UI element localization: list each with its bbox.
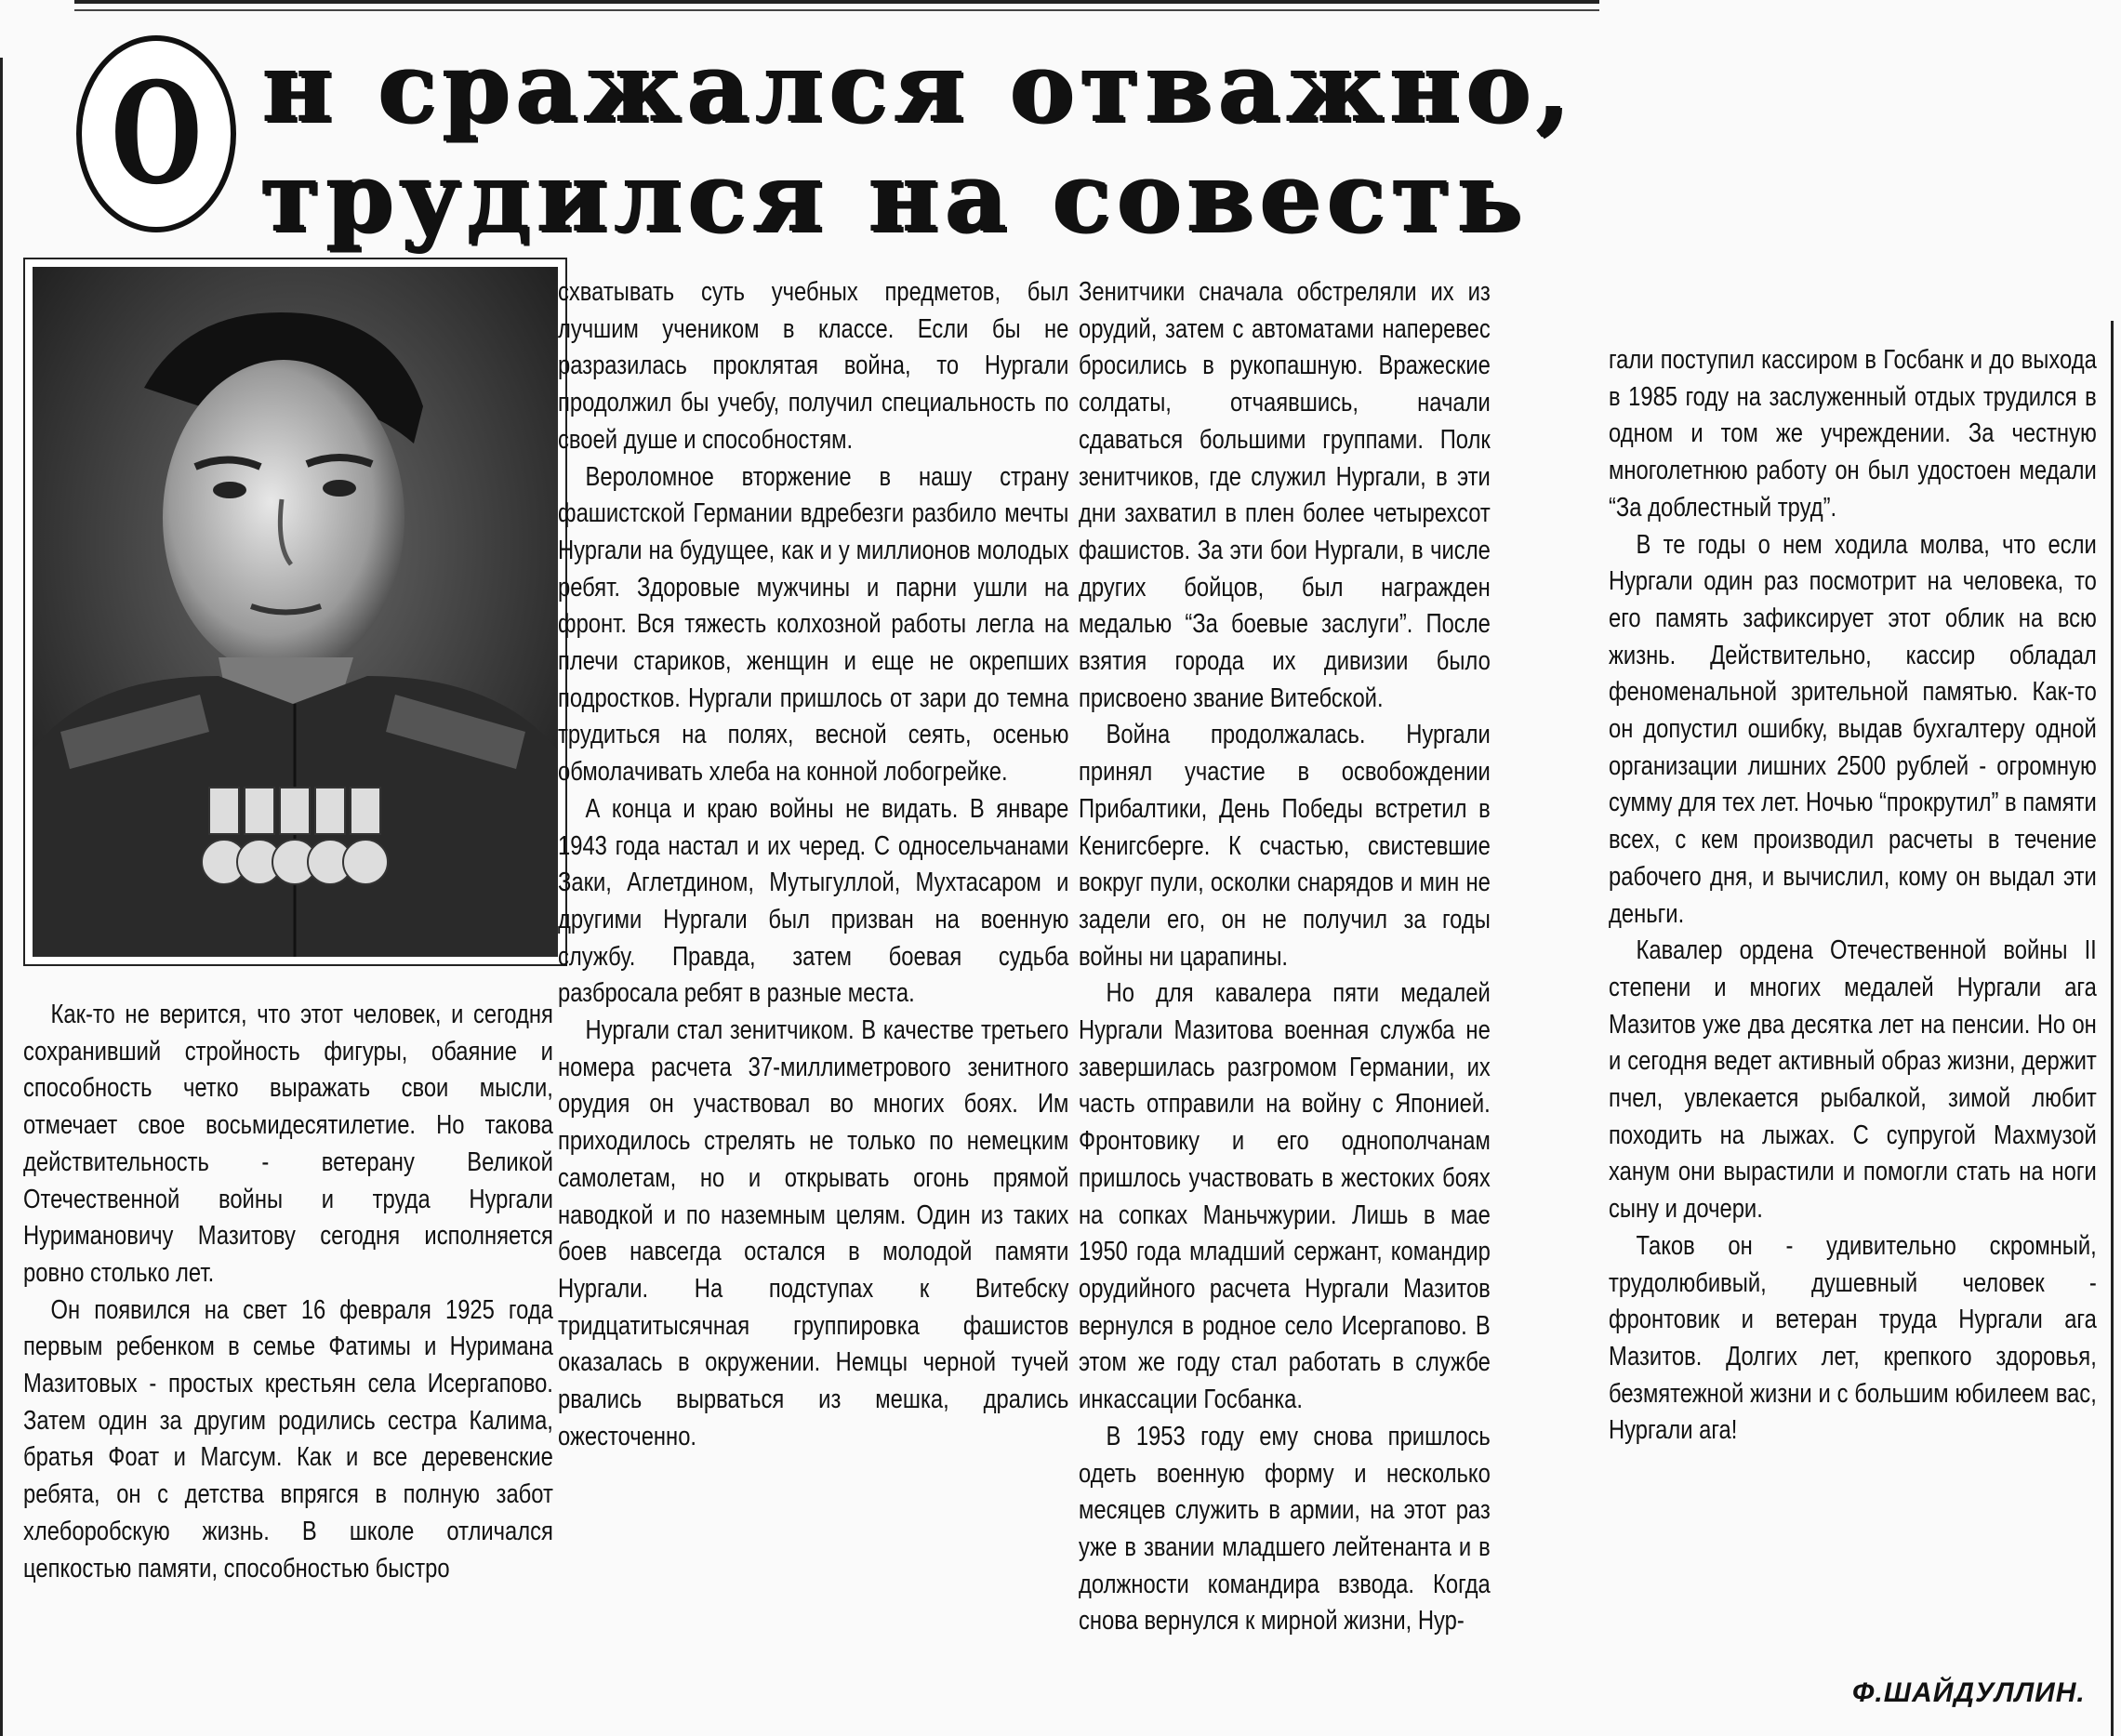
paragraph: А конца и краю войны не видать. В январе 1943 года настал и их черед. С односельчанами Заки, Аглетдином, Мутыгуллой, Мухтасаром и другими Нургали был призван на военную службу. Правда, затем боевая судьба разбросала ребят в разные места. [558,793,1069,1009]
frame-top-rule-thin [74,9,1599,11]
text-column-3 [1079,274,1491,1640]
paragraph: В 1953 году ему снова пришлось одеть военную форму и несколько месяцев служить в армии, на этот раз уже в звании младшего лейтенанта и в должности командира взвода. Когда снова вернулся к мирной жизни, Нур- [1079,1421,1491,1637]
frame-right-rule [2111,321,2114,1736]
paragraph: Но для кавалера пяти медалей Нургали Мазитова военная служба не завершилась разгромом Германии, их часть отправили на войну с Японией. Фронтовику и его однополчанам пришлось участвовать в жестоких боях на сопках Маньчжурии. Лишь в мае 1950 года младший сержант, командир орудийного расчета Нургали Мазитов вернулся в родное село Исергапово. В этом же году стал работать в службе инкассации Госбанка. [1079,978,1491,1415]
headline-line-2: трудился на совесть [260,139,1529,254]
text-column-4 [1609,342,2097,1450]
paragraph: Он появился на свет 16 февраля 1925 года первым ребенком в семье Фатимы и Нуримана Мазитовых - простых крестьян села Исергапово. Затем один за другим родились сестра Калима, братья Фоат и Магсум. Как и все деревенские ребята, он с детства впрягся в полную забот хлеборобскую жизнь. В школе отличался цепкостью памяти, способностью быстро [23,1294,553,1584]
paragraph: Война продолжалась. Нургали принял участие в освобождении Прибалтики, День Победы встретил в Кенигсберге. К счастью, свистевшие вокруг пули, осколки снарядов и мин не задели его, он не получил за годы войны ни царапины. [1079,720,1491,972]
paragraph: гали поступил кассиром в Госбанк и до выхода в 1985 году на заслуженный отдых трудился в одном и том же учреждении. За честную многолетнюю работу он был удостоен медали “За доблестный труд”. [1609,345,2097,523]
paragraph: В те годы о нем ходила молва, что если Нургали один раз посмотрит на человека, то его память зафиксирует этот облик на всю жизнь. Действительно, кассир обладал феноменальной зрительной памятью. Как-то он допустил ошибку, выдав бухгалтеру одной организации лишних 2500 рублей - огромную сумму для тех лет. Ночью “прокрутил” в памяти всех, с кем производил расчеты в течение рабочего дня, и вычислил, кому он выдал эти деньги. [1609,529,2097,929]
paragraph: схватывать суть учебных предметов, был лучшим учеником в классе. Если бы не разразилась проклятая война, то Нургали продолжил бы учебу, получил специальность по своей душе и способностям. [558,277,1069,455]
author-signature: Ф.ШАЙДУЛЛИН. [1852,1677,2086,1708]
text-column-1 [23,997,553,1587]
paragraph: Зенитчики сначала обстреляли их из орудий, затем с автоматами наперевес бросились в рукопашную. Вражеские солдаты, отчаявшись, начали сдаваться большими группами. Полк зенитчиков, где служил Нургали, в эти дни захватил в плен более четырехсот фашистов. За эти бои Нургали, в числе других бойцов, был награжден медалью “За боевые заслуги”. После взятия города их дивизии было присвоено звание Витебской. [1079,277,1491,713]
frame-left-rule [0,58,3,1736]
paragraph: Кавалер ордена Отечественной войны II степени и многих медалей Нургали ага Мазитов уже два десятка лет на пенсии. Но он и сегодня ведет активный образ жизни, держит пчел, увлекается рыбалкой, зимой любит походить на лыжах. С супругой Махмузой ханум они вырастили и помогли стать на ноги сыну и дочери. [1609,935,2097,1225]
title-initial-letter: О [110,52,202,216]
portrait-image [33,267,558,957]
paragraph: Нургали стал зенитчиком. В качестве третьего номера расчета 37-миллиметрового зенитного орудия он участвовал во многих боях. Им приходилось стрелять не только по немецким самолетам, но и открывать огонь прямой наводкой и по наземным целям. Один из таких боев навсегда остался в молодой памяти Нургали. На подступах к Витебску тридцатитысячная группировка фашистов оказалась в окружении. Немцы черной тучей рвались вырваться из мешка, дрались ожесточенно. [558,1015,1069,1451]
paragraph: Вероломное вторжение в нашу страну фашистской Германии вдребезги разбило мечты Нургали на будущее, как и у миллионов молодых ребят. Здоровые мужчины и парни ушли на фронт. Вся тяжесть колхозной работы легла на плечи стариков, женщин и еще не окрепших подростков. Нургали пришлось от зари до темна трудиться на полях, весной сеять, осенью обмолачивать хлеба на конной лобогрейке. [558,461,1069,788]
title-drop-cap [76,35,236,232]
paragraph: Как-то не верится, что этот человек, и сегодня сохранивший стройность фигуры, обаяние и способность четко выражать свои мысли, отмечает свое восьмидесятилетие. Но такова действительность - ветерану Великой Отечественной войны и труда Нургали Нуримановичу Мазитову сегодня исполняется ровно столько лет. [23,1000,553,1288]
paragraph: Таков он - удивительно скромный, трудолюбивый, душевный человек - фронтовик и ветеран труда Нургали ага Мазитов. Долгих лет, крепкого здоровья, безмятежной жизни и с большим юбилеем вас, Нургали ага! [1609,1230,2097,1446]
text-column-2 [558,274,1068,1456]
headline-line-1: н сражался отважно, [262,30,1576,144]
veteran-portrait-photo [23,258,567,966]
frame-top-rule [74,0,1599,4]
